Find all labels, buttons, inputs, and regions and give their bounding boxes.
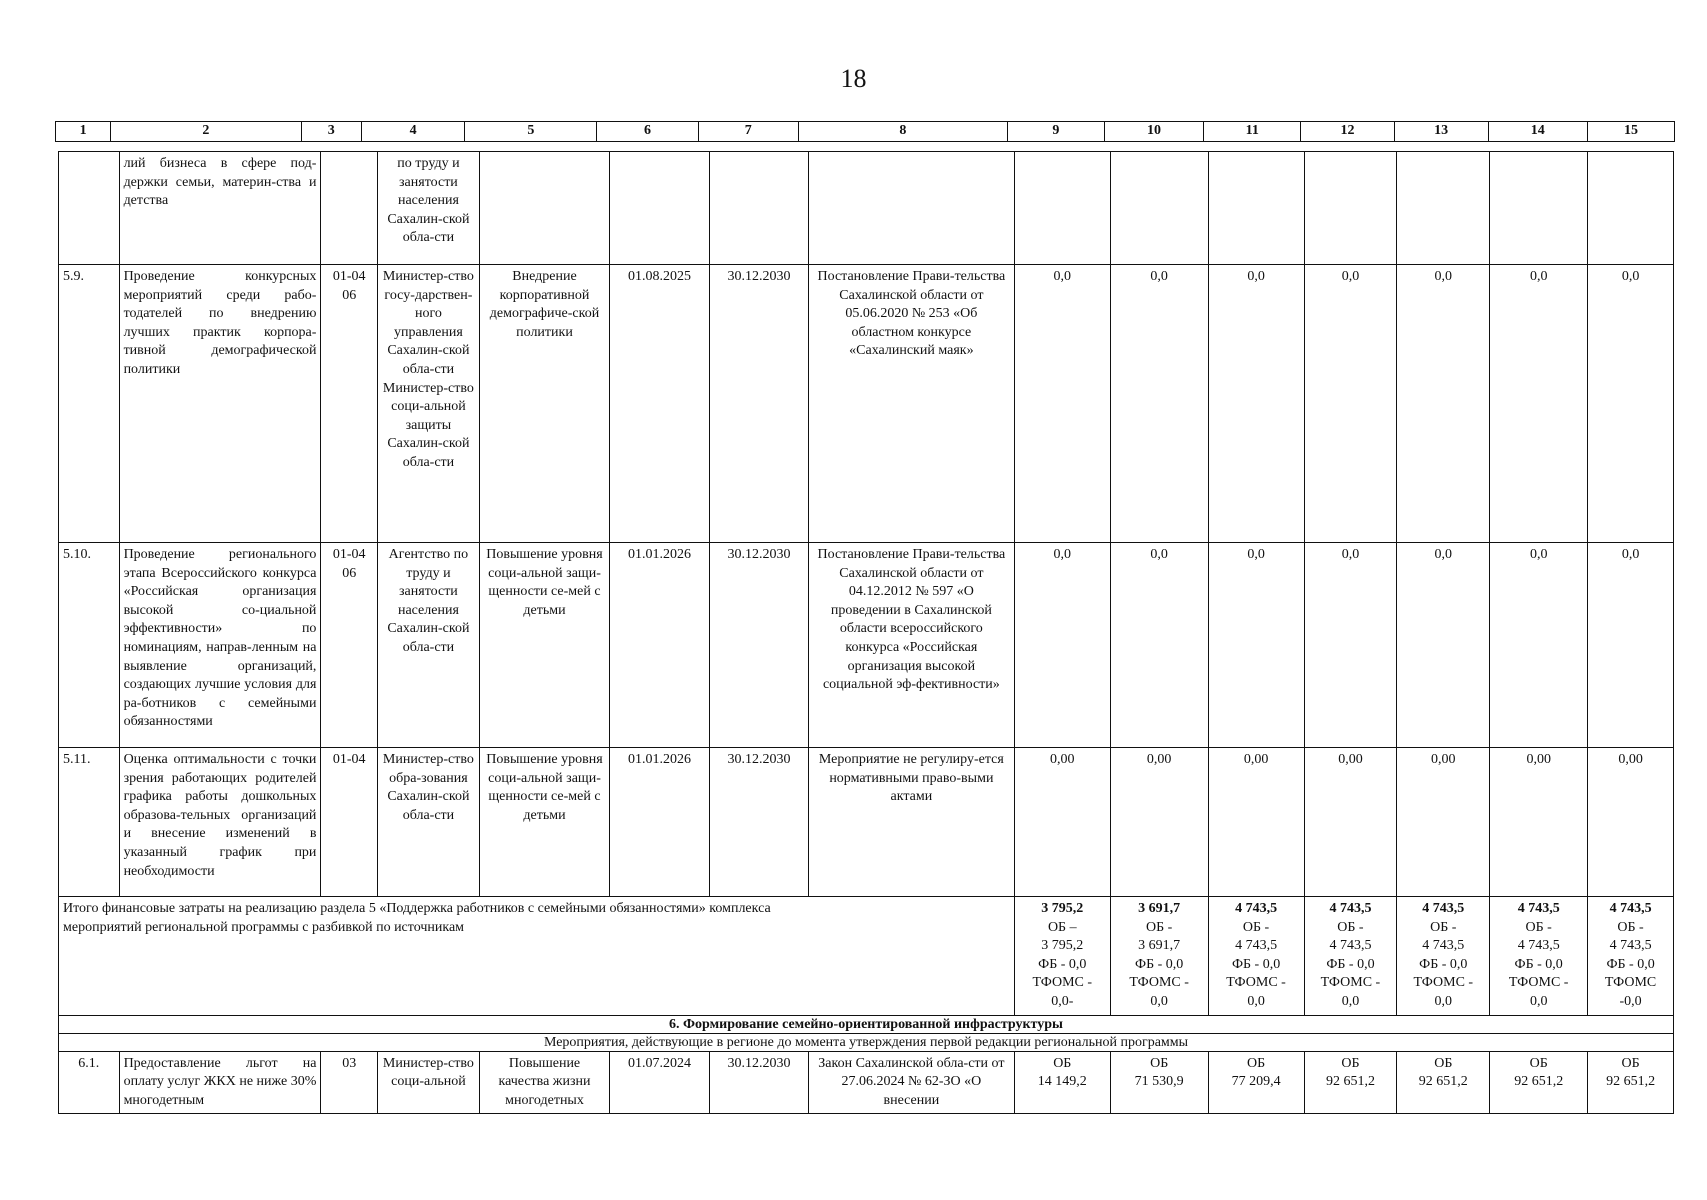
total-value: 4 743,5 ОБ - 4 743,5 ФБ - 0,0 ТФОМС - 0,0 <box>1208 897 1304 1016</box>
column-header-2: 2 <box>111 122 301 142</box>
cell-code: 01-04 06 <box>321 265 378 543</box>
page-number: 18 <box>840 64 867 93</box>
total-label: Итого финансовые затраты на реализацию раздела 5 «Поддержка работников с семейными обязанностями» комплекса мероприятий региональной программы с разбивкой по источникам <box>59 897 1015 1016</box>
cell-num: 5.9. <box>59 265 120 543</box>
cell-value: 0,00 <box>1208 748 1304 897</box>
cell-basis: Постановление Прави-тельства Сахалинской области от 05.06.2020 № 253 «Об областном конкурсе «Сахалинский маяк» <box>808 265 1014 543</box>
cell-value: ОБ 92 651,2 <box>1490 1051 1588 1114</box>
cell-value: 0,00 <box>1588 748 1674 897</box>
section-title: 6. Формирование семейно-ориентированной инфраструктуры <box>59 1015 1674 1033</box>
cell-basis: Закон Сахалинской обла-сти от 27.06.2024 № 62-ЗО «О внесении <box>808 1051 1014 1114</box>
cell-value: 0,00 <box>1304 748 1397 897</box>
cell-num: 5.11. <box>59 748 120 897</box>
table-row-continued <box>59 152 1674 265</box>
cell-value: 0,0 <box>1208 265 1304 543</box>
cell-executor: Министер-ство соци-альной <box>377 1051 479 1114</box>
cell-value: ОБ 92 651,2 <box>1397 1051 1490 1114</box>
cell-value: 0,0 <box>1490 543 1588 748</box>
cell-name: Оценка оптимальности с точки зрения работающих родителей графика работы дошкольных образова-тельных организаций и внесение изменений в указанный график при необходимости <box>119 748 321 897</box>
cell-executor: Министер-ство госу-дарствен-ного управления Сахалин-ской обла-сти Министер-ство соци-альной защиты Сахалин-ской обла-сти <box>377 265 479 543</box>
cell-value: ОБ 92 651,2 <box>1588 1051 1674 1114</box>
cell-start: 01.01.2026 <box>610 748 710 897</box>
column-header-15: 15 <box>1587 122 1674 142</box>
cell-result: Повышение качества жизни многодетных <box>479 1051 609 1114</box>
cell-end: 30.12.2030 <box>710 543 809 748</box>
cell-value: 0,0 <box>1588 543 1674 748</box>
column-header-14: 14 <box>1488 122 1587 142</box>
cell-value: 0,0 <box>1304 265 1397 543</box>
section-title-row <box>59 1015 1674 1033</box>
cell-value: 0,00 <box>1397 748 1490 897</box>
column-header-6: 6 <box>597 122 698 142</box>
column-header-10: 10 <box>1104 122 1203 142</box>
measures-table <box>58 151 1674 1114</box>
cell-result: Повышение уровня соци-альной защи-щенности се-мей с детьми <box>479 748 609 897</box>
cell-value: ОБ 71 530,9 <box>1110 1051 1208 1114</box>
cell-code: 03 <box>321 1051 378 1114</box>
column-header-4: 4 <box>361 122 464 142</box>
cell-executor: Агентство по труду и занятости населения Сахалин-ской обла-сти <box>377 543 479 748</box>
cell-end: 30.12.2030 <box>710 1051 809 1114</box>
column-header-11: 11 <box>1204 122 1301 142</box>
cell-num: 5.10. <box>59 543 120 748</box>
cell-value: 0,0 <box>1110 543 1208 748</box>
column-header-9: 9 <box>1007 122 1104 142</box>
cell-code: 01-04 06 <box>321 543 378 748</box>
column-header-3: 3 <box>301 122 361 142</box>
column-header-13: 13 <box>1394 122 1488 142</box>
cell-value: ОБ 77 209,4 <box>1208 1051 1304 1114</box>
cell-start: 01.01.2026 <box>610 543 710 748</box>
cell-value: 0,00 <box>1014 748 1110 897</box>
column-header-8: 8 <box>798 122 1007 142</box>
cell-num: 6.1. <box>59 1051 120 1114</box>
cell-value: 0,0 <box>1490 265 1588 543</box>
cell-value: ОБ 14 149,2 <box>1014 1051 1110 1114</box>
cell-name: Проведение конкурсных мероприятий среди рабо-тодателей по внедрению лучших практик корпора-тивной демографической политики <box>119 265 321 543</box>
total-value: 4 743,5 ОБ - 4 743,5 ФБ - 0,0 ТФОМС - 0,0 <box>1304 897 1397 1016</box>
cell-start: 01.07.2024 <box>610 1051 710 1114</box>
cell-executor: по труду и занятости населения Сахалин-ской обла-сти <box>377 152 479 265</box>
cell-value: 0,00 <box>1110 748 1208 897</box>
cell-value: 0,0 <box>1397 265 1490 543</box>
column-header-7: 7 <box>698 122 798 142</box>
table-row <box>59 1051 1674 1114</box>
cell-result: Повышение уровня соци-альной защи-щенности се-мей с детьми <box>479 543 609 748</box>
table-row <box>59 265 1674 543</box>
cell-value: 0,0 <box>1014 265 1110 543</box>
cell-name: Предоставление льгот на оплату услуг ЖКХ не ниже 30% многодетным <box>119 1051 321 1114</box>
cell-code: 01-04 <box>321 748 378 897</box>
total-value: 4 743,5 ОБ - 4 743,5 ФБ - 0,0 ТФОМС - 0,0 <box>1490 897 1588 1016</box>
column-number-header <box>55 121 1675 142</box>
cell-basis: Мероприятие не регулиру-ется нормативными право-выми актами <box>808 748 1014 897</box>
cell-value: 0,0 <box>1110 265 1208 543</box>
cell-value: 0,0 <box>1588 265 1674 543</box>
cell-value: 0,0 <box>1208 543 1304 748</box>
cell-value: ОБ 92 651,2 <box>1304 1051 1397 1114</box>
total-value: 4 743,5 ОБ - 4 743,5 ФБ - 0,0 ТФОМС - 0,0 <box>1397 897 1490 1016</box>
total-value: 4 743,5 ОБ - 4 743,5 ФБ - 0,0 ТФОМС -0,0 <box>1588 897 1674 1016</box>
cell-basis: Постановление Прави-тельства Сахалинской области от 04.12.2012 № 597 «О проведении в Сахалинской области всероссийского конкурса «Российская организация высокой социальной эф-фективности» <box>808 543 1014 748</box>
cell-end: 30.12.2030 <box>710 748 809 897</box>
cell-name: Проведение регионального этапа Всероссийского конкурса «Российская организация высокой со-циальной эффективности» по номинациям, направ-ленным на выявление организаций, создающих лучшие условия для ра-ботников с семейными обязанностями <box>119 543 321 748</box>
cell-value: 0,00 <box>1490 748 1588 897</box>
section-subtitle-row <box>59 1033 1674 1051</box>
total-row <box>59 897 1674 1016</box>
cell-value: 0,0 <box>1014 543 1110 748</box>
cell-name: лий бизнеса в сфере под-держки семьи, материн-ства и детства <box>119 152 321 265</box>
cell-executor: Министер-ство обра-зования Сахалин-ской обла-сти <box>377 748 479 897</box>
total-value: 3 795,2 ОБ – 3 795,2 ФБ - 0,0 ТФОМС - 0,0- <box>1014 897 1110 1016</box>
column-header-1: 1 <box>56 122 111 142</box>
cell-value: 0,0 <box>1397 543 1490 748</box>
table-row <box>59 543 1674 748</box>
cell-result: Внедрение корпоративной демографиче-ской политики <box>479 265 609 543</box>
section-subtitle: Мероприятия, действующие в регионе до момента утверждения первой редакции региональной программы <box>59 1033 1674 1051</box>
cell-start: 01.08.2025 <box>610 265 710 543</box>
table-row <box>59 748 1674 897</box>
column-header-12: 12 <box>1301 122 1394 142</box>
cell-value: 0,0 <box>1304 543 1397 748</box>
total-value: 3 691,7 ОБ - 3 691,7 ФБ - 0,0 ТФОМС - 0,0 <box>1110 897 1208 1016</box>
cell-end: 30.12.2030 <box>710 265 809 543</box>
column-header-5: 5 <box>465 122 597 142</box>
